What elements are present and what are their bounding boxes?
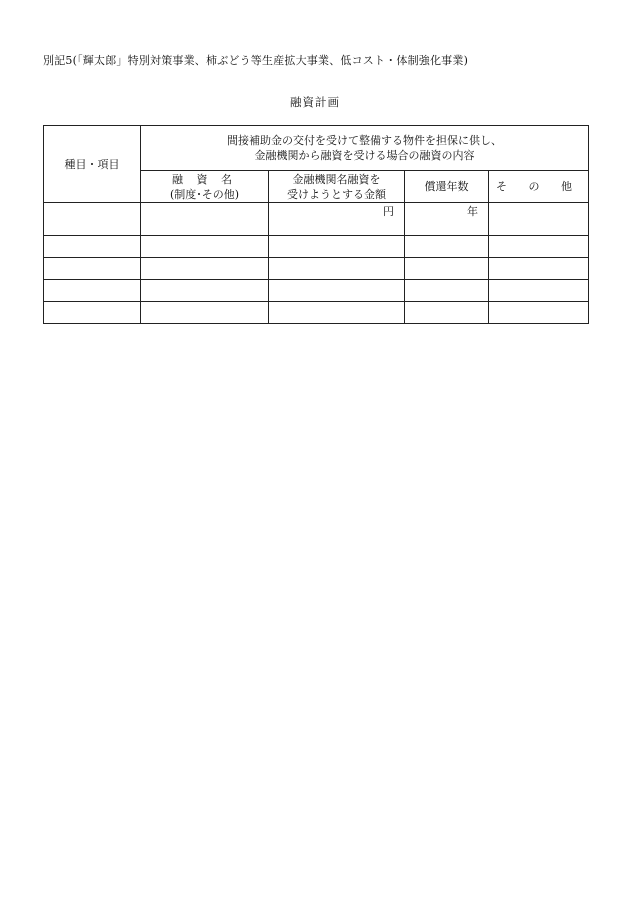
page-header: 別記5(「輝太郎」特別対策事業、柿ぶどう等生産拡大事業、低コスト・体制強化事業)	[43, 54, 469, 67]
cell-other[interactable]	[489, 236, 589, 258]
group-header-line-1: 間接補助金の交付を受けて整備する物件を担保に供し、	[227, 134, 502, 147]
column-header-repayment-years: 償還年数	[405, 171, 489, 203]
group-header-loan-content	[141, 126, 589, 171]
cell-item[interactable]	[44, 258, 141, 280]
loan-plan-table	[43, 125, 589, 324]
document-title: 融資計画	[290, 95, 340, 109]
cell-amount[interactable]	[269, 280, 405, 302]
cell-repayment-years[interactable]	[405, 236, 489, 258]
group-header-line-2: 金融機関から融資を受ける場合の融資の内容	[254, 149, 475, 162]
amount-label-line-1: 金融機関名融資を	[292, 172, 381, 186]
amount-label-line-2: 受けようとする金額	[287, 187, 386, 201]
table-row	[44, 203, 589, 236]
loan-name-label: 融 資 名	[172, 172, 237, 186]
cell-loan-name[interactable]	[141, 280, 269, 302]
cell-item[interactable]	[44, 203, 141, 236]
column-header-other: そ の 他	[489, 171, 589, 203]
cell-item[interactable]	[44, 236, 141, 258]
cell-amount[interactable]	[269, 258, 405, 280]
cell-loan-name[interactable]	[141, 258, 269, 280]
cell-amount[interactable]	[269, 203, 405, 236]
table-header-row	[44, 126, 589, 171]
cell-other[interactable]	[489, 280, 589, 302]
unit-year: 年	[467, 205, 478, 218]
cell-repayment-years[interactable]	[405, 258, 489, 280]
cell-amount[interactable]	[269, 236, 405, 258]
cell-repayment-years[interactable]	[405, 203, 489, 236]
table-row	[44, 302, 589, 324]
table-row	[44, 280, 589, 302]
cell-repayment-years[interactable]	[405, 280, 489, 302]
cell-other[interactable]	[489, 302, 589, 324]
cell-loan-name[interactable]	[141, 302, 269, 324]
column-header-loan-name	[141, 171, 269, 203]
unit-yen: 円	[383, 205, 394, 218]
cell-item[interactable]	[44, 280, 141, 302]
column-header-amount	[269, 171, 405, 203]
cell-loan-name[interactable]	[141, 203, 269, 236]
loan-name-sublabel: (制度･その他)	[169, 187, 240, 201]
table-row	[44, 258, 589, 280]
cell-other[interactable]	[489, 258, 589, 280]
cell-amount[interactable]	[269, 302, 405, 324]
cell-item[interactable]	[44, 302, 141, 324]
cell-loan-name[interactable]	[141, 236, 269, 258]
column-header-item: 種目・項目	[44, 126, 141, 203]
cell-other[interactable]	[489, 203, 589, 236]
cell-repayment-years[interactable]	[405, 302, 489, 324]
table-row	[44, 236, 589, 258]
